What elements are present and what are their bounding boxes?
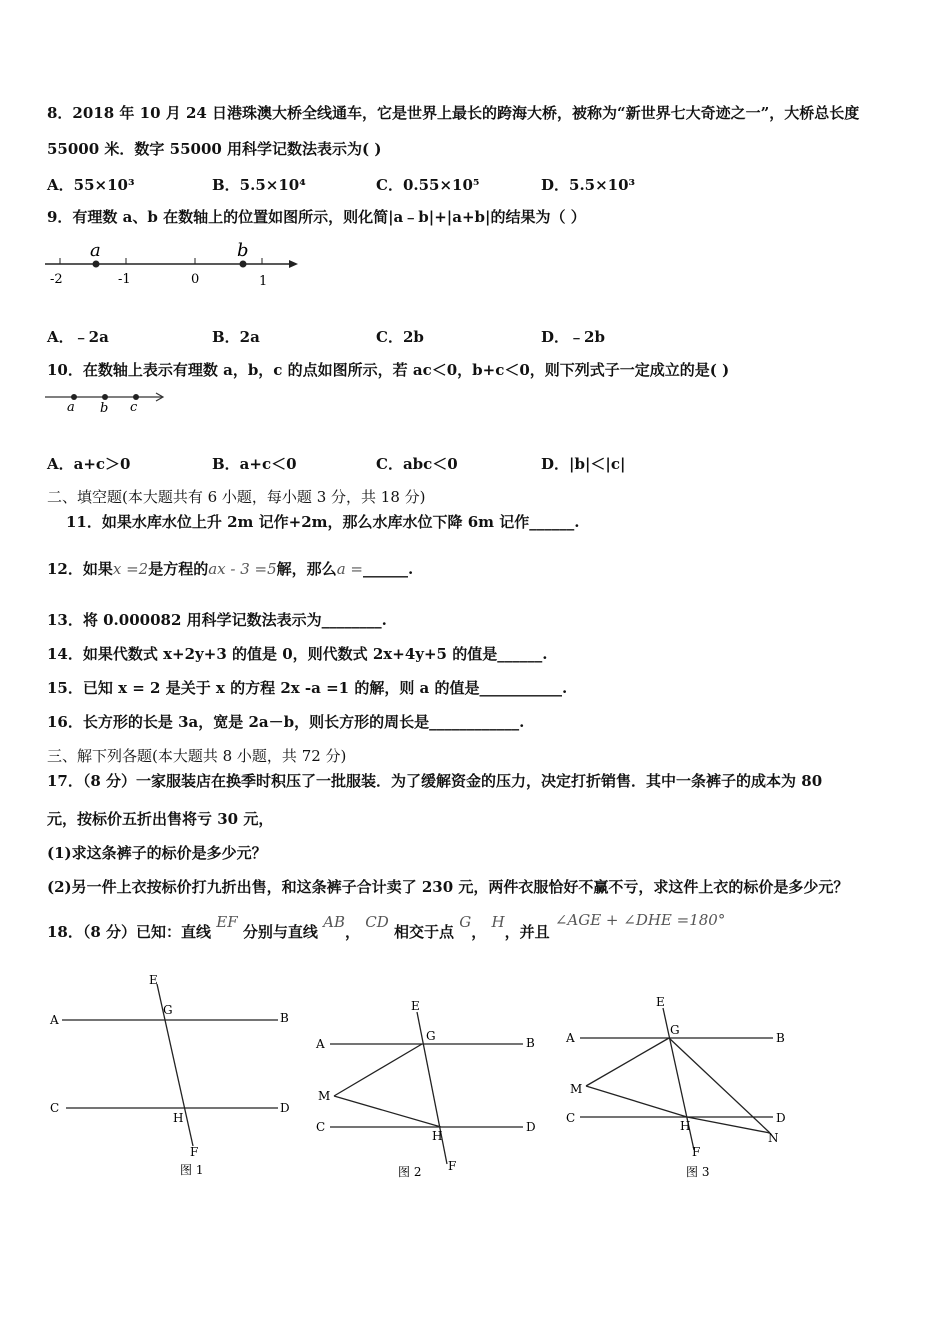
q17-part2: (2)另一件上衣按标价打九折出售，和这条裤子合计卖了 230 元，两件衣服恰好不赢不亏，求这件上衣的标价是多少元？ — [47, 878, 849, 896]
label-b: b — [100, 401, 109, 416]
q16: 16．长方形的长是 3a，宽是 2a－b，则长方形的周长是____________. — [47, 713, 525, 731]
label-c: c — [130, 400, 138, 415]
q8-option-a: A．55×10³ — [47, 176, 135, 194]
svg-text:F: F — [692, 1145, 701, 1159]
point-b — [102, 394, 108, 400]
tick-0: 0 — [191, 272, 200, 287]
svg-text:G: G — [163, 1003, 173, 1017]
label-a: a — [90, 240, 101, 261]
figure-1 — [40, 968, 300, 1183]
figure-3-caption: 图 3 — [686, 1165, 710, 1179]
q10-option-d: D．|b|＜|c| — [541, 455, 626, 473]
tick-1: 1 — [259, 274, 268, 289]
q10-number-line — [40, 386, 180, 416]
q12: 12．如果x =2是方程的ax - 3 =5解，那么a =______. — [47, 560, 414, 578]
figure-3 — [560, 990, 800, 1190]
tick-neg1: -1 — [118, 272, 131, 287]
svg-text:D: D — [280, 1101, 290, 1115]
svg-text:F: F — [448, 1159, 457, 1173]
q8-option-c: C．0.55×10⁵ — [376, 176, 480, 194]
q8-line1: 8．2018 年 10 月 24 日港珠澳大桥全线通车，它是世界上最长的跨海大桥，被称为“新世界七大奇迹之一”，大桥总长度 — [47, 104, 860, 122]
q17-part1: (1)求这条裤子的标价是多少元？ — [47, 844, 267, 862]
q8-line2: 55000 米．数字 55000 用科学记数法表示为( ) — [47, 140, 382, 158]
svg-text:C: C — [566, 1111, 576, 1125]
q10-stem: 10．在数轴上表示有理数 a，b，c 的点如图所示，若 ac＜0，b+c＜0，则下列式子一定成立的是( ) — [47, 361, 730, 379]
tick-neg2: -2 — [50, 272, 63, 287]
q9-stem: 9．有理数 a、b 在数轴上的位置如图所示，则化简|a﹣b|+|a+b|的结果为（ ） — [47, 208, 586, 226]
svg-text:B: B — [776, 1031, 785, 1045]
q9-option-c: C．2b — [376, 328, 424, 346]
svg-text:F: F — [190, 1145, 199, 1159]
svg-text:N: N — [768, 1131, 779, 1145]
svg-text:G: G — [426, 1029, 436, 1043]
svg-text:B: B — [280, 1011, 289, 1025]
figure-1-caption: 图 1 — [180, 1163, 204, 1177]
q17-line1: 17．（8 分）一家服装店在换季时积压了一批服装．为了缓解资金的压力，决定打折销售．其中一条裤子的成本为 80 — [47, 772, 823, 790]
q17-line2: 元，按标价五折出售将亏 30 元， — [47, 810, 274, 828]
svg-text:B: B — [526, 1036, 535, 1050]
q8-option-b: B．5.5×10⁴ — [212, 176, 306, 194]
svg-text:E: E — [149, 973, 158, 987]
q10-option-b: B．a+c＜0 — [212, 455, 297, 473]
q9-option-d: D．﹣2b — [541, 328, 605, 346]
svg-text:A: A — [566, 1031, 575, 1045]
svg-text:C: C — [50, 1101, 60, 1115]
svg-text:M: M — [570, 1082, 583, 1096]
figure-2 — [310, 992, 550, 1192]
figure-2-caption: 图 2 — [398, 1165, 422, 1179]
svg-text:H: H — [432, 1129, 443, 1143]
svg-text:M: M — [318, 1089, 331, 1103]
q18-stem: 18．（8 分）已知：直线 EF 分别与直线 AB， CD 相交于点 G， H，并且 ∠AGE + ∠DHE =180° — [47, 911, 726, 941]
q10-option-a: A．a+c＞0 — [47, 455, 131, 473]
q15: 15．已知 x = 2 是关于 x 的方程 2x -a =1 的解，则 a 的值是___________. — [47, 679, 568, 697]
q9-option-a: A．﹣2a — [47, 328, 109, 346]
svg-text:D: D — [776, 1111, 786, 1125]
svg-text:G: G — [670, 1023, 680, 1037]
svg-text:A: A — [50, 1013, 59, 1027]
q10-option-c: C．abc＜0 — [376, 455, 458, 473]
svg-text:H: H — [173, 1111, 184, 1125]
svg-text:A: A — [316, 1037, 325, 1051]
q8-option-d: D．5.5×10³ — [541, 176, 636, 194]
point-a — [93, 261, 100, 268]
label-b: b — [237, 240, 249, 261]
q14: 14．如果代数式 x+2y+3 的值是 0，则代数式 2x+4y+5 的值是______. — [47, 645, 548, 663]
q13: 13．将 0.000082 用科学记数法表示为________. — [47, 611, 387, 629]
svg-text:C: C — [316, 1120, 326, 1134]
svg-text:H: H — [680, 1119, 691, 1133]
section-3-heading: 三、解下列各题(本大题共 8 小题，共 72 分) — [47, 747, 347, 765]
section-2-heading: 二、填空题(本大题共有 6 小题，每小题 3 分，共 18 分) — [47, 488, 426, 506]
svg-text:E: E — [656, 995, 665, 1009]
svg-text:E: E — [411, 999, 420, 1013]
label-a: a — [67, 400, 75, 415]
svg-text:D: D — [526, 1120, 536, 1134]
q9-option-b: B．2a — [212, 328, 260, 346]
arrow-icon — [289, 260, 298, 268]
q11: 11．如果水库水位上升 2m 记作+2m，那么水库水位下降 6m 记作______. — [66, 513, 580, 531]
q9-number-line — [40, 238, 310, 293]
point-b — [240, 261, 247, 268]
